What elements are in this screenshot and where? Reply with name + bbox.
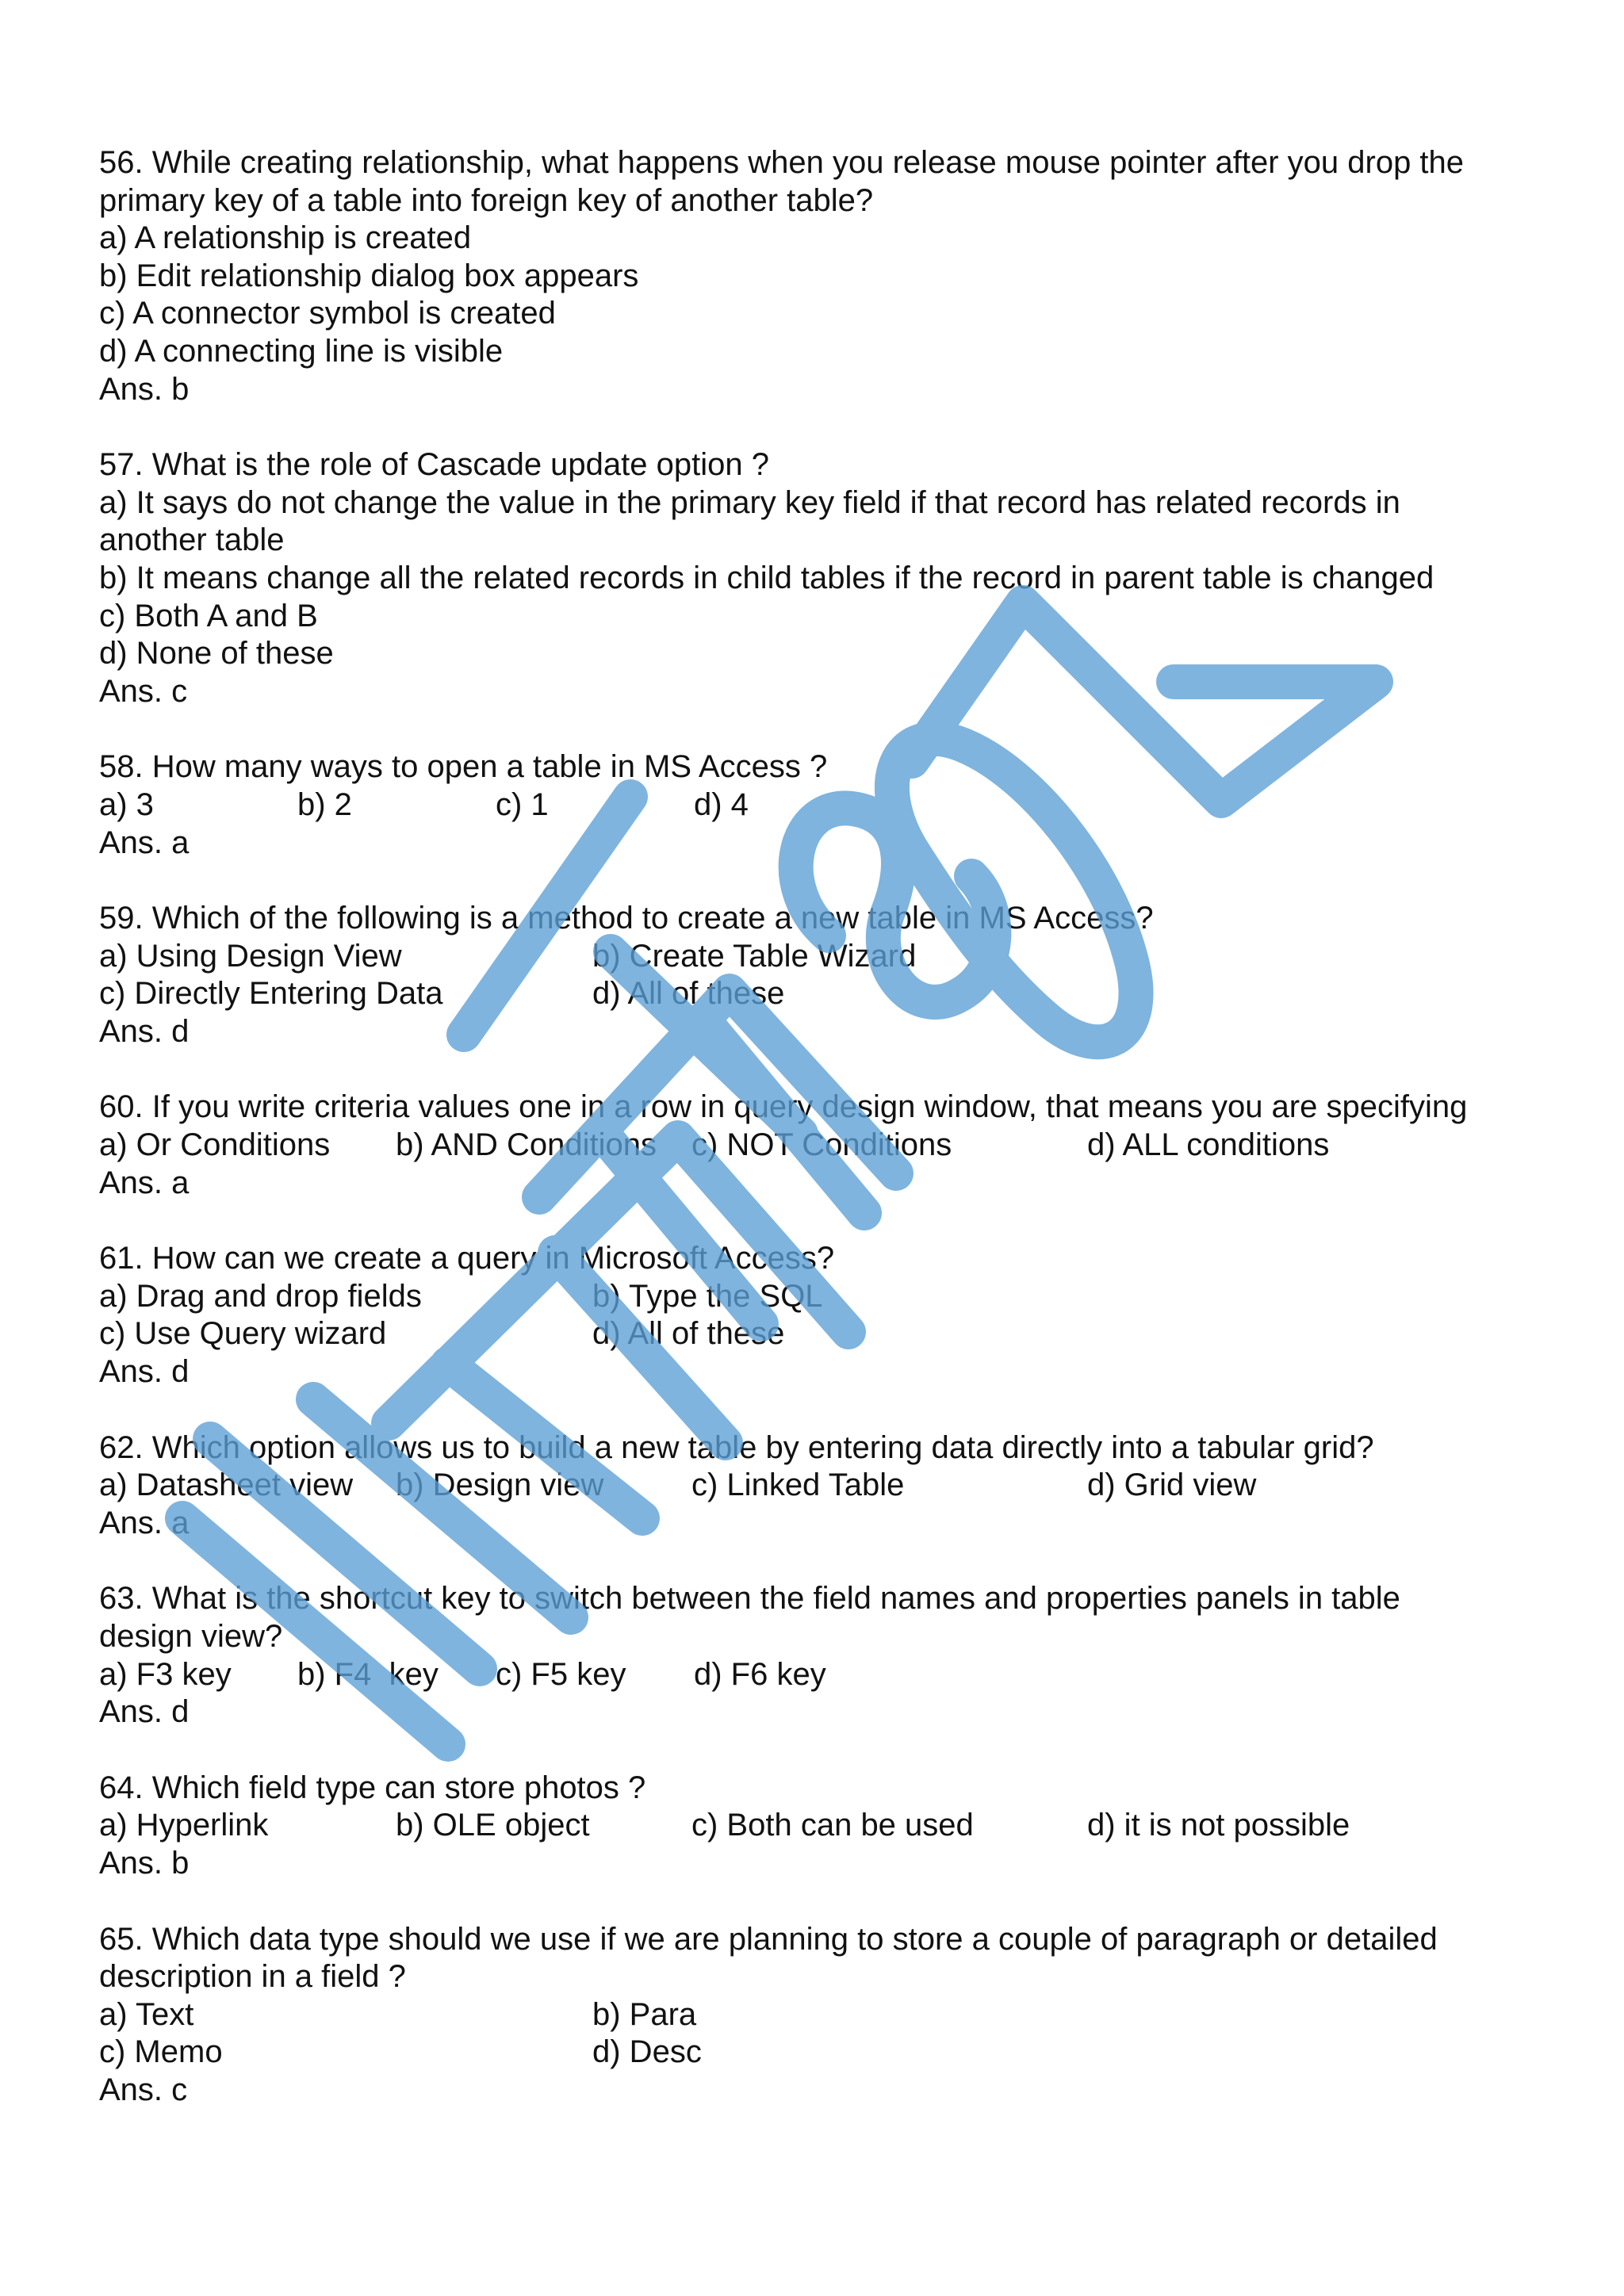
option-text: b) OLE object <box>396 1808 590 1843</box>
question-block <box>99 1770 1533 1883</box>
answer-text: Ans. b <box>99 371 190 407</box>
option-text: d) Desc <box>592 2034 702 2070</box>
question-block <box>99 1240 1533 1391</box>
option-text: d) ALL conditions <box>1087 1127 1330 1163</box>
option-text: a) 3 <box>99 786 154 822</box>
option-row <box>99 1807 1533 1845</box>
option-text: c) Memo <box>99 2034 223 2070</box>
option-row <box>99 786 1533 825</box>
option-row <box>99 938 1533 976</box>
option-text: a) Hyperlink <box>99 1808 269 1843</box>
question-text: 59. Which of the following is a method to create a new table in MS Access? <box>99 901 1154 936</box>
question-page <box>99 144 1533 2148</box>
question-block <box>99 144 1533 408</box>
option-text: a) Text <box>99 1996 194 2032</box>
option-text: b) Design view <box>396 1468 604 1503</box>
option-text: a) It says do not change the value in the primary key field if that record has related records in <box>99 484 1400 520</box>
option-text: d) Grid view <box>1087 1468 1257 1503</box>
option-text: c) Linked Table <box>691 1468 905 1503</box>
answer-text: Ans. d <box>99 1354 190 1390</box>
option-text: c) 1 <box>496 786 549 822</box>
option-text: b) Edit relationship dialog box appears <box>99 258 639 293</box>
answer-text: Ans. d <box>99 1694 190 1730</box>
option-row <box>99 1315 1533 1353</box>
option-text: b) AND Conditions <box>396 1127 657 1163</box>
question-text: 61. How can we create a query in Microsoft Access? <box>99 1241 835 1276</box>
option-text: c) Directly Entering Data <box>99 976 443 1012</box>
answer-text: Ans. a <box>99 825 190 860</box>
question-text: design view? <box>99 1619 283 1654</box>
option-text: a) Datasheet view <box>99 1468 354 1503</box>
option-text: b) F4 key <box>297 1656 439 1692</box>
question-block <box>99 748 1533 862</box>
option-text: a) Or Conditions <box>99 1127 331 1163</box>
question-text: 64. Which field type can store photos ? <box>99 1770 646 1805</box>
option-text: a) A relationship is created <box>99 220 472 256</box>
option-text: b) Type the SQL <box>592 1278 823 1314</box>
option-text: b) 2 <box>297 786 352 822</box>
question-text: 62. Which option allows us to build a new table by entering data directly into a tabular grid? <box>99 1429 1374 1465</box>
option-row <box>99 2034 1533 2072</box>
question-block <box>99 1429 1533 1543</box>
answer-text: Ans. c <box>99 2072 188 2107</box>
option-text: c) Both can be used <box>691 1808 974 1843</box>
option-text: c) Use Query wizard <box>99 1316 387 1352</box>
option-text: b) Para <box>592 1996 697 2032</box>
option-text: a) Drag and drop fields <box>99 1278 422 1314</box>
option-row <box>99 1656 1533 1694</box>
option-text: c) A connector symbol is created <box>99 296 556 331</box>
option-text: a) F3 key <box>99 1656 232 1692</box>
option-row <box>99 1467 1533 1505</box>
question-block <box>99 1580 1533 1731</box>
answer-text: Ans. c <box>99 673 188 709</box>
question-block <box>99 1089 1533 1202</box>
question-text: 63. What is the shortcut key to switch between the field names and properties panels in table <box>99 1581 1400 1617</box>
option-text: d) All of these <box>592 976 785 1012</box>
option-text: b) It means change all the related records in child tables if the record in parent table is changed <box>99 560 1434 595</box>
option-text: d) All of these <box>592 1316 785 1352</box>
option-text: a) Using Design View <box>99 938 402 974</box>
option-row <box>99 1278 1533 1316</box>
option-text: another table <box>99 522 285 558</box>
answer-text: Ans. b <box>99 1845 190 1881</box>
question-text: 60. If you write criteria values one in a row in query design window, that means you are specifying <box>99 1089 1468 1125</box>
answer-text: Ans. d <box>99 1013 190 1049</box>
option-text: d) A connecting line is visible <box>99 333 504 369</box>
option-text: c) F5 key <box>496 1656 626 1692</box>
option-row <box>99 975 1533 1013</box>
question-text: 57. What is the role of Cascade update option ? <box>99 447 769 483</box>
option-text: d) 4 <box>694 786 749 822</box>
question-text: 56. While creating relationship, what happens when you release mouse pointer after you drop the <box>99 145 1465 180</box>
question-text: 58. How many ways to open a table in MS Access ? <box>99 749 828 785</box>
question-block <box>99 446 1533 710</box>
option-text: d) it is not possible <box>1087 1808 1350 1843</box>
option-text: d) None of these <box>99 636 334 672</box>
question-text: description in a field ? <box>99 1959 406 1995</box>
answer-text: Ans. a <box>99 1505 190 1540</box>
question-block <box>99 900 1533 1050</box>
option-row <box>99 1996 1533 2034</box>
option-row <box>99 1127 1533 1165</box>
option-text: c) NOT Conditions <box>691 1127 952 1163</box>
question-text: primary key of a table into foreign key of another table? <box>99 182 874 218</box>
option-text: b) Create Table Wizard <box>592 938 917 974</box>
option-text: c) Both A and B <box>99 598 318 633</box>
question-block <box>99 1921 1533 2110</box>
question-text: 65. Which data type should we use if we are planning to store a couple of paragraph or detailed <box>99 1921 1438 1957</box>
option-text: d) F6 key <box>694 1656 826 1692</box>
answer-text: Ans. a <box>99 1165 190 1200</box>
